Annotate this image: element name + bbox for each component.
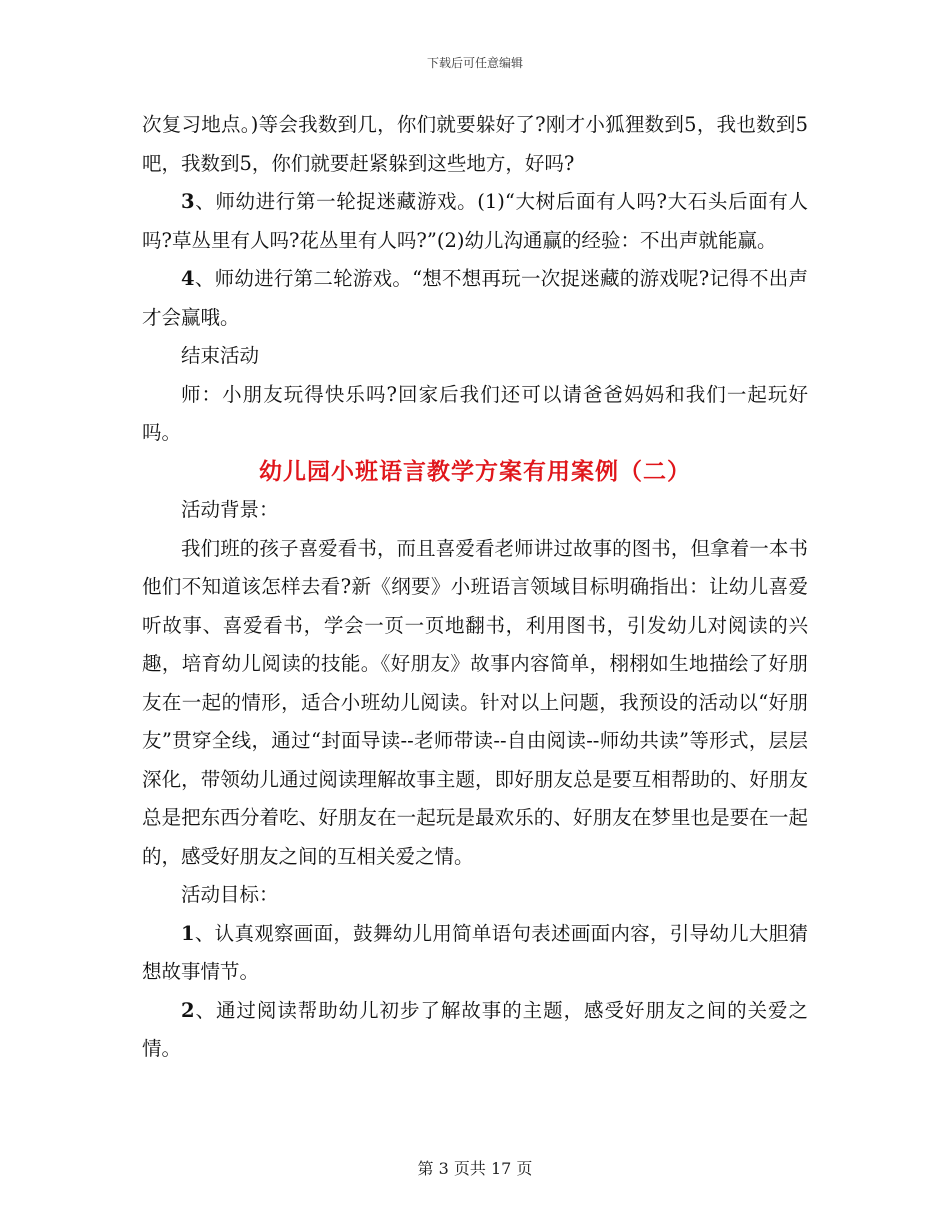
numbered-paragraph <box>142 915 808 992</box>
paragraph: 我们班的孩子喜爱看书，而且喜爱看老师讲过故事的图书，但拿着一本书他们不知道该怎样去看?新《纲要》小班语言领域目标明确指出：让幼儿喜爱听故事、喜爱看书，学会一页一页地翻书，利用图书，引发幼儿对阅读的兴趣，培育幼儿阅读的技能。《好朋友》故事内容简单，栩栩如生地描绘了好朋友在一起的情形，适合小班幼儿阅读。针对以上问题，我预设的活动以“好朋友”贯穿全线，通过“封面导读--老师带读--自由阅读--师幼共读”等形式，层层深化，带领幼儿通过阅读理解故事主题，即好朋友总是要互相帮助的、好朋友总是把东西分着吃、好朋友在一起玩是最欢乐的、好朋友在梦里也是要在一起的，感受好朋友之间的互相关爱之情。 <box>142 536 808 868</box>
paragraph-text: 、认真观察画面，鼓舞幼儿用简单语句表述画面内容，引导幼儿大胆猜想故事情节。 <box>142 921 808 983</box>
paragraph-text: 、通过阅读帮助幼儿初步了解故事的主题，感受好朋友之间的关爱之情。 <box>142 998 808 1060</box>
paragraph-text: 、师幼进行第二轮游戏。“想不想再玩一次捉迷藏的游戏呢?记得不出声才会赢哦。 <box>142 267 808 329</box>
section-label: 活动背景： <box>181 498 279 521</box>
section-label: 结束活动 <box>181 344 260 367</box>
section-label: 活动目标： <box>181 883 279 906</box>
numbered-paragraph <box>142 992 808 1069</box>
document-body <box>142 106 808 1069</box>
list-number: 3 <box>181 190 195 213</box>
section-title: 幼儿园小班语言教学方案有用案例（二） <box>259 457 691 485</box>
list-number: 1 <box>181 921 195 945</box>
page-header: 下载后可任意编辑 <box>426 56 523 70</box>
numbered-paragraph <box>142 260 808 337</box>
paragraph: 次复习地点。)等会我数到几，你们就要躲好了?刚才小狐狸数到5，我也数到5吧，我数到5，你们就要赶紧躲到这些地方，好吗? <box>142 113 808 175</box>
paragraph-text: 、师幼进行第一轮捉迷藏游戏。(1)“大树后面有人吗?大石头后面有人吗?草丛里有人吗?花丛里有人吗?”(2)幼儿沟通赢的经验：不出声就能赢。 <box>142 190 808 252</box>
page-footer: 第 3 页共 17 页 <box>417 1159 533 1178</box>
list-number: 2 <box>181 998 195 1022</box>
paragraph: 师：小朋友玩得快乐吗?回家后我们还可以请爸爸妈妈和我们一起玩好吗。 <box>142 382 808 444</box>
numbered-paragraph <box>142 183 808 260</box>
list-number: 4 <box>181 267 195 290</box>
